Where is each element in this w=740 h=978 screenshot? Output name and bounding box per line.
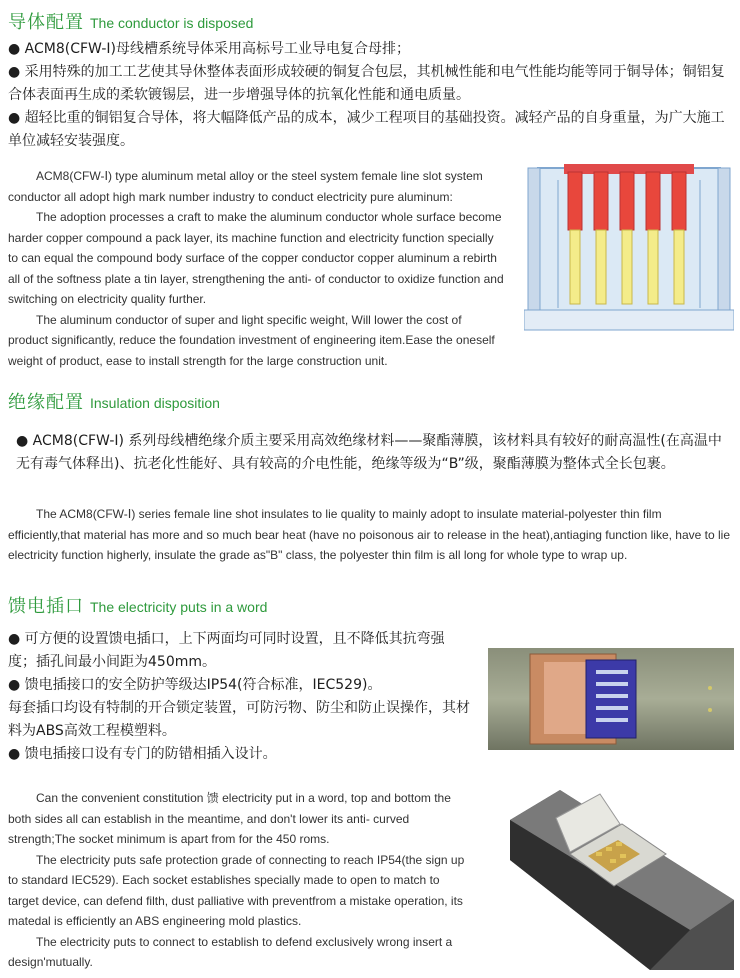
feed-title-cn: 馈电插口 bbox=[8, 596, 84, 617]
feed-bullet-4: ● 馈电插接口设有专门的防错相插入设计。 bbox=[8, 746, 277, 762]
conductor-bullet-1: ● ACM8(CFW-Ⅰ)母线槽系统导体采用高标号工业导电复合母排； bbox=[8, 41, 410, 57]
insulation-bullet: ● ACM8(CFW-Ⅰ) 系列母线槽绝缘介质主要采用高效绝缘材料——聚酯薄膜，该材料具有较好的耐高温性(在高温中无有毒气体释出)、抗老化性能好、具有较高的介电性能，绝缘等级为“B”级，聚酯薄膜为整体式全长包裹。 bbox=[16, 433, 722, 472]
conductor-title-en: The conductor is disposed bbox=[90, 15, 254, 31]
conductor-title-cn: 导体配置 bbox=[8, 12, 84, 33]
conductor-text-en bbox=[8, 166, 504, 371]
busbar-cross-section-image bbox=[524, 160, 734, 340]
insulation-text-en bbox=[8, 504, 734, 566]
feed-title-en: The electricity puts in a word bbox=[90, 599, 268, 615]
feed-bullet-3: 每套插口均设有特制的开合锁定装置，可防污物、防尘和防止误操作，其材料为ABS高效工程模塑料。 bbox=[8, 700, 470, 739]
conductor-bullet-3: ● 超轻比重的铜铝复合导体，将大幅降低产品的成本，减少工程项目的基础投资。减轻产品的自身重量，为广大施工单位减轻安装强度。 bbox=[8, 110, 725, 149]
insulation-title-cn: 绝缘配置 bbox=[8, 392, 84, 413]
insulation-bullet-cn-block bbox=[16, 430, 734, 476]
feed-text-en bbox=[8, 788, 470, 973]
conductor-bullets-cn bbox=[8, 38, 734, 153]
feed-bullets-cn bbox=[8, 628, 470, 766]
feed-bullet-2: ● 馈电插接口的安全防护等级达IP54(符合标准，IEC529)。 bbox=[8, 677, 382, 693]
conductor-en-para-2: The adoption processes a craft to make the aluminum conductor whole surface become harder copper compound a pack layer, its machine function and electricity function specially to can equal the compound body surface of the copper conductor copper aluminum a rebirth all of the softness plate a tin layer, strengthening the anti- of conductor to oxidize function and switching on electricity quality further. bbox=[8, 210, 504, 306]
feed-heading bbox=[8, 592, 267, 618]
conductor-en-para-1: ACM8(CFW-Ⅰ) type aluminum metal alloy or the steel system female line slot system conductor all adopt high mark number industry to conduct electricity pure aluminum: bbox=[8, 169, 483, 204]
insulation-title-en: Insulation disposition bbox=[90, 395, 220, 411]
conductor-bullet-2: ● 采用特殊的加工工艺使其导休整体表面形成较硬的铜复合包层，其机械性能和电气性能均能等同于铜导体；铜铝复合体表面再生成的柔软镀锡层，进一步增强导体的抗氧化性能和通电质量。 bbox=[8, 64, 725, 103]
feed-en-para-1: Can the convenient constitution 馈 electricity put in a word, top and bottom the both sides all can establish in the meantime, and don't lower its anti- curved strength;The socket minimum is apart from for the 450 roms. bbox=[8, 791, 451, 846]
conductor-en-para-3: The aluminum conductor of super and light specific weight, Will lower the cost of product significantly, reduce the foundation investment of engineering item.Ease the oneself weight of product, ease to install strength for the large construction unit. bbox=[8, 312, 495, 368]
open-socket-photo bbox=[500, 790, 734, 970]
feed-en-para-2: The electricity puts safe protection grade of connecting to reach IP54(the sign up to standard IEC529). Each socket establishes specially made to open to match to target device, can defend filth, dust palliative with preventfrom a mistake operation, its matedal is efficiently an ABS engineering mold plastics. bbox=[8, 852, 465, 928]
feed-bullet-1: ● 可方便的设置馈电插口，上下两面均可同时设置，且不降低其抗弯强度；插孔间最小间距为450mm。 bbox=[8, 631, 445, 670]
feed-socket-photo bbox=[488, 648, 734, 750]
feed-en-para-3: The electricity puts to connect to establish to defend exclusively wrong insert a design'mutually. bbox=[8, 934, 453, 969]
insulation-heading bbox=[8, 388, 220, 414]
insulation-en-para: The ACM8(CFW-Ⅰ) series female line shot insulates to lie quality to mainly adopt to insulate material-polyester thin film efficiently,that material has more and so much bear heat (have no poisonous air to release in the heat),antiaging function like, have to lie electricity function higherly, insulate the grade as"B" class, the polyester thin film is all long for whole type to wrap up. bbox=[8, 507, 730, 562]
conductor-heading bbox=[8, 8, 253, 34]
